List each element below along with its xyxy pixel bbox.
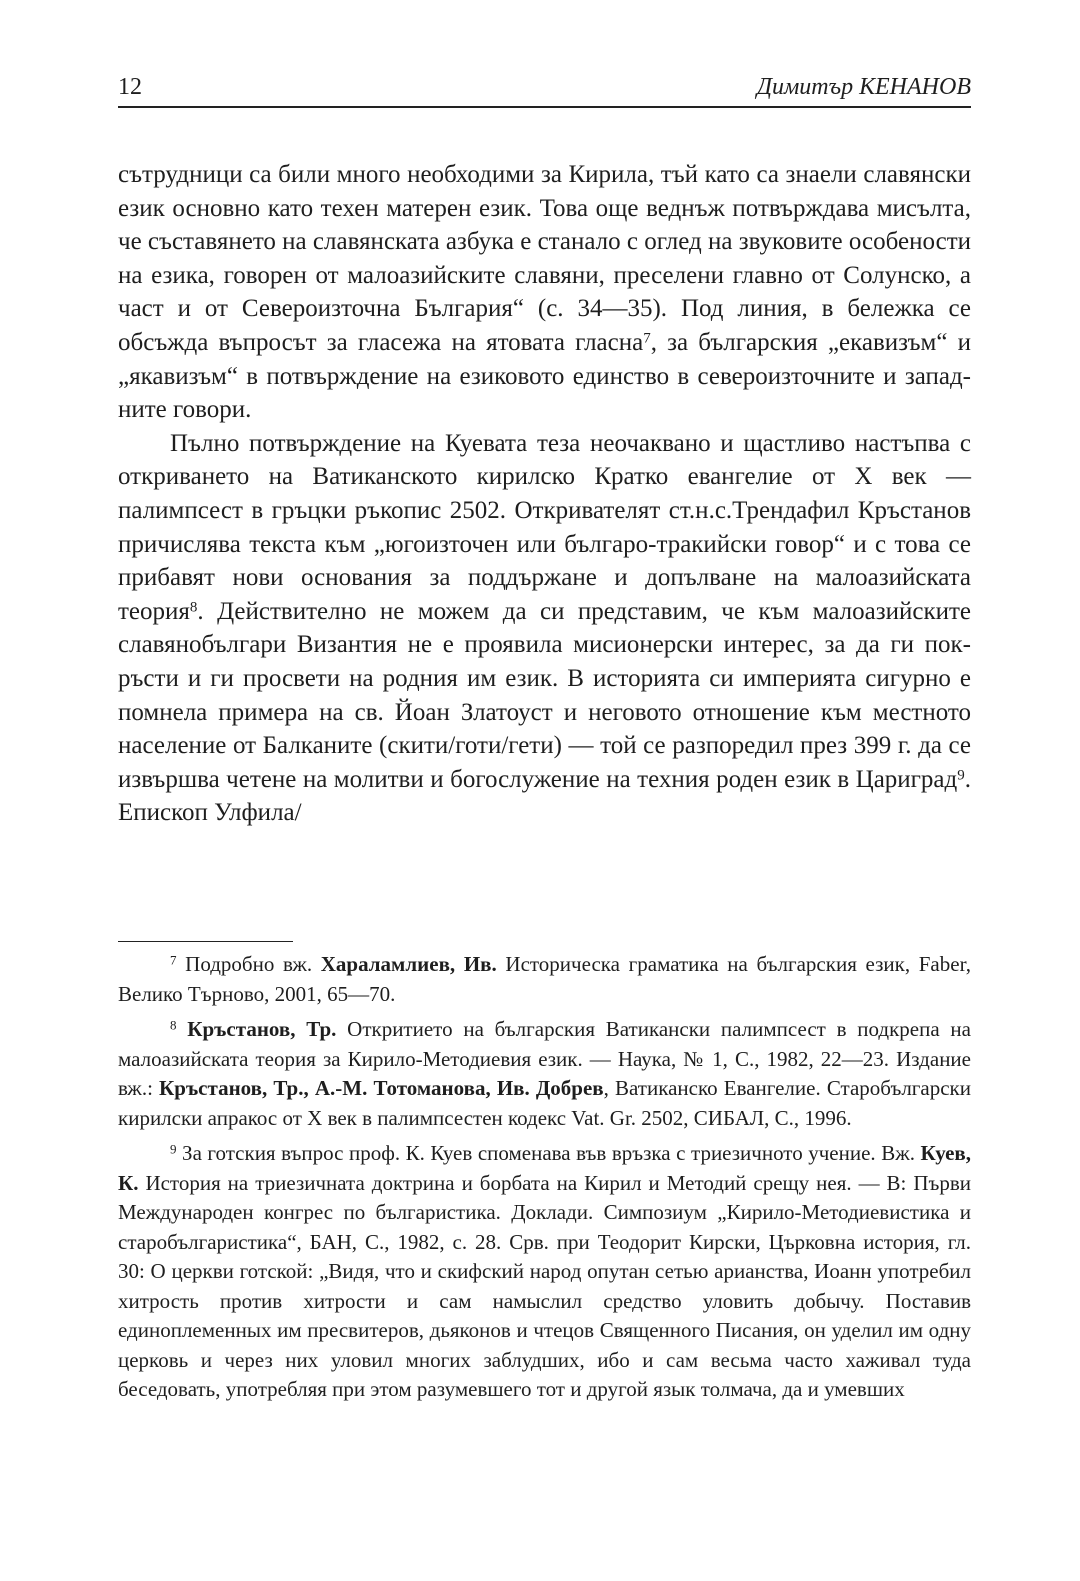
footnote-7-author: Хараламлиев, Ив. xyxy=(320,952,497,976)
paragraph-1-text: сътрудници са били много необходими за Кирила, тъй като са знаели славянски език основно като техен матерен език. Това още веднъж потвърждава мисълта, че съставянето на славянската азбука е станало с оглед на звуковите особености на езика, говорен от малоазийските славяни, преселени главно от Солунско, а част и от Североизточна България“ (с. 34—35). Под линия, в бележка се обсъжда въпросът за гласежа на ятовата гласна xyxy=(118,161,971,356)
running-header xyxy=(118,74,971,108)
paragraph-2-text: Пълно потвърждение на Куевата теза неочаквано и щастливо настъпва с откриването на Ватиканското кирилско Кратко евангелие от X век — палимпсест в гръцки ръкопис 2502. Откривателят ст.н.с.Трендафил Кръстанов причислява текста към „югоизточен или българо-тракийски говор“ и с това се прибавят нови основания за поддържане и допълване на малоазийската теория xyxy=(118,429,971,625)
footnotes xyxy=(118,950,971,1411)
footnote-9 xyxy=(118,1139,971,1405)
footnote-7-lead: Подробно вж. xyxy=(176,952,321,976)
footnote-7 xyxy=(118,950,971,1009)
paragraph-2-middle: . Действително не можем да си представим, че към малоазийските славянобългари Византия не е проявила мисионерски интерес, за да ги покръсти и ги просвети на родния им език. В историята си империята сигурно е помнела примера на св. Йоан Златоуст и неговото отношение към местното население от Балканите (скити/готи/гети) — той се разпоредил през 399 г. да се извършва четене на молитви и богослужение на техния роден език в Цариград xyxy=(118,597,971,793)
footnote-8-text-2: , Ватиканско Евангелие. Старобългарски кирилски апракос от X век в палимпсестен кодекс Vat. Gr. 2502, СИБАЛ, С., 1996. xyxy=(118,1076,972,1130)
footnote-separator xyxy=(118,941,293,942)
footnote-9-text: История на триезичната доктрина и борбата на Кирил и Методий срещу нея. — В: Първи Международен конгрес по българистика. Доклади. Симпозиум „Кирило-Методиевистика и старобългаристика“, БАН, С., 1982, с. 28. Срв. при Теодорит Кирски, Църковна история, гл. 30: О церкви готской: „Видя, что и скифский народ опутан сетью арианства, Иоанн употребил хитрость против хитрости и сам намыслил средство уловить добычу. Поставив единоплеменных им пресвитеров, дьяконов и чтецов Священного Писания, он уделил им одну церковь и через них уловил многих заблудших, ибо и сам весьма часто хаживал туда беседовать, употребляя при этом разумевшего тот и другой язык толмача, да и умевших xyxy=(118,1170,971,1401)
footnote-8-author: Кръстанов, Тр. xyxy=(176,1017,337,1041)
footnote-9-author: Куев, К. xyxy=(118,1141,971,1195)
footnote-8-mark: 8 xyxy=(170,1017,177,1033)
footnote-ref-9: 9 xyxy=(957,767,965,784)
footnote-8-editors: Кръстанов, Тр., А.-М. Тотоманова, Ив. Добрев xyxy=(159,1076,604,1100)
main-text xyxy=(118,158,971,830)
paragraph-1-end: , за българския „екавизъм“ и „якавизъм“ в потвърждение на езиковото единство в североизточните и западните говори. xyxy=(118,328,971,424)
paragraph-1 xyxy=(118,158,971,427)
paragraph-2 xyxy=(118,427,971,830)
footnote-7-mark: 7 xyxy=(170,952,177,968)
footnote-9-mark: 9 xyxy=(170,1141,177,1157)
paragraph-2-end: . Епископ Улфила/ xyxy=(118,765,971,827)
footnote-8 xyxy=(118,1015,971,1133)
footnote-9-lead: За готския въпрос проф. К. Куев споменава във връзка с триезичното учение. Вж. xyxy=(176,1141,921,1165)
running-head-author: Димитър КЕНАНОВ xyxy=(756,74,971,100)
page-number: 12 xyxy=(118,74,142,100)
footnote-8-text: Откритието на българския Ватикански палимпсест в подкрепа на малоазийската теория за Кирило-Методиевия език. — Наука, № 1, С., 1982, 22—23. Издание вж.: xyxy=(118,1017,971,1100)
footnote-ref-7: 7 xyxy=(643,330,651,347)
footnote-7-text: Историческа граматика на българския език, Faber, Велико Търново, 2001, 65—70. xyxy=(118,952,971,1006)
footnote-ref-8: 8 xyxy=(189,599,198,616)
